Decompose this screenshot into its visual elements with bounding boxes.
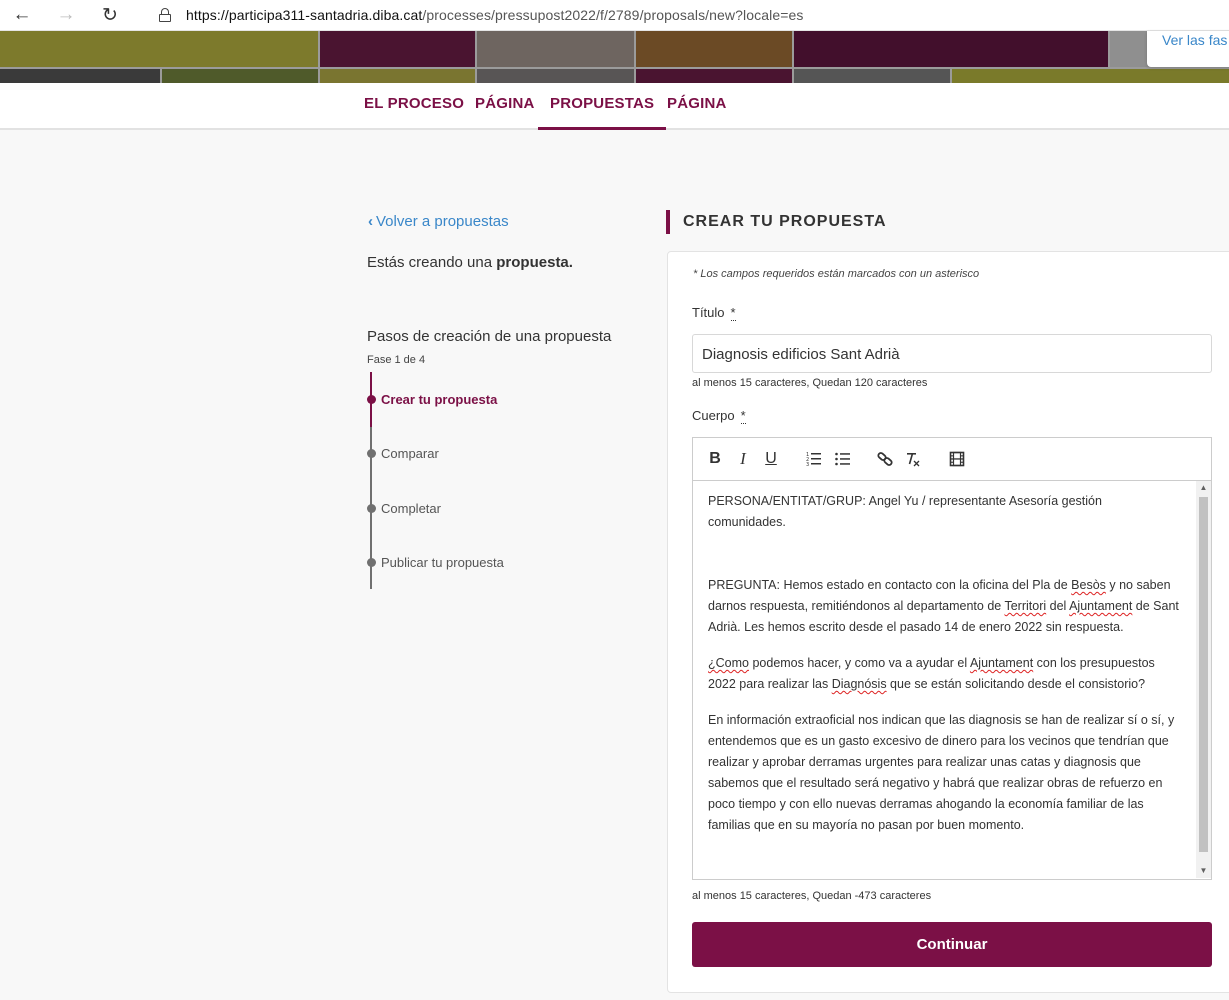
- body-paragraph: En información extraoficial nos indican que las diagnosis se han de realizar sí o sí, y entendemos que es un gasto excesivo de dinero para los vecinos que tendrían que realizar y aprobar derramas urgentes para realizar unas catas y diagnosis que sabemos que el resultado será negativo y habrá que realizar obras de refuerzo en poco tiempo y con ello nuevas derramas ahogando la economía familiar de las familias que en su mayoría no pasan por buen momento.: [708, 713, 1175, 832]
- tab-pagina-1[interactable]: PÁGINA: [475, 95, 535, 112]
- video-icon[interactable]: [949, 449, 965, 469]
- body-char-hint: al menos 15 caracteres, Quedan -473 caracteres: [692, 890, 932, 902]
- address-bar[interactable]: [186, 7, 803, 23]
- process-nav-tabs: [0, 83, 1229, 130]
- intro-bold: propuesta.: [496, 254, 573, 271]
- scrollbar-thumb[interactable]: [1199, 497, 1208, 852]
- lock-icon[interactable]: [158, 8, 172, 22]
- browser-toolbar: [0, 0, 1229, 31]
- scroll-down-icon[interactable]: ▼: [1199, 866, 1208, 875]
- ordered-list-icon[interactable]: [806, 449, 822, 469]
- spellcheck-word: ¿Como: [708, 656, 749, 670]
- reload-icon[interactable]: ↻: [102, 4, 118, 26]
- required-fields-note: * Los campos requeridos están marcados con un asterisco: [693, 268, 980, 280]
- spellcheck-word: Besòs: [1071, 578, 1106, 592]
- underline-button[interactable]: U: [765, 450, 777, 467]
- heading-accent-bar: [666, 210, 670, 234]
- link-icon[interactable]: [877, 449, 893, 469]
- body-text: que se están solicitando desde el consistorio?: [886, 677, 1146, 691]
- back-link-label: Volver a propuestas: [376, 213, 509, 230]
- body-paragraph: [708, 653, 1182, 695]
- spellcheck-word: Diagnósis: [831, 677, 887, 691]
- clear-format-icon[interactable]: [905, 449, 921, 469]
- tab-pagina-2[interactable]: PÁGINA: [667, 95, 727, 112]
- title-input[interactable]: Diagnosis edificios Sant Adrià: [692, 334, 1212, 373]
- tab-el-proceso[interactable]: EL PROCESO: [364, 95, 465, 112]
- body-text: podemos hacer, y como va a ayudar el: [748, 656, 970, 670]
- body-text: del: [1046, 599, 1070, 613]
- step-dot: [367, 504, 376, 513]
- spellcheck-word: Ajuntament: [1069, 599, 1133, 613]
- chevron-left-icon: ‹: [368, 213, 373, 230]
- view-phases-link[interactable]: Ver las fas: [1147, 31, 1229, 67]
- svg-text:3: 3: [806, 462, 810, 468]
- svg-text:1: 1: [806, 452, 810, 458]
- back-to-proposals-link[interactable]: [368, 213, 509, 230]
- intro-text: Estás creando una: [367, 254, 497, 271]
- step-comparar: Comparar: [381, 446, 439, 461]
- spellcheck-word: Ajuntament: [969, 656, 1034, 670]
- editor-toolbar: [693, 438, 1211, 481]
- body-text: PREGUNTA: Hemos estado en contacto con la oficina del Pla de: [708, 578, 1072, 592]
- steps-phase: Fase 1 de 4: [367, 354, 426, 366]
- body-label: [692, 408, 746, 423]
- step-completar: Completar: [381, 501, 441, 516]
- process-banner-image: [0, 31, 1229, 83]
- italic-button[interactable]: I: [740, 449, 746, 468]
- continue-button[interactable]: Continuar: [692, 922, 1212, 967]
- editor-content[interactable]: [693, 481, 1196, 878]
- bold-button[interactable]: B: [709, 450, 721, 467]
- body-paragraph: [708, 575, 1182, 638]
- scroll-up-icon[interactable]: ▲: [1199, 483, 1208, 492]
- back-arrow-icon[interactable]: ←: [12, 4, 32, 25]
- body-label-text: Cuerpo: [692, 408, 735, 423]
- spellcheck-word: Territori: [1004, 599, 1047, 613]
- step-publicar: Publicar tu propuesta: [381, 555, 504, 570]
- body-text: con los presupuestos 2022 para realizar las: [708, 656, 1155, 691]
- step-crear: Crear tu propuesta: [381, 392, 498, 407]
- forward-arrow-icon[interactable]: →: [56, 4, 76, 25]
- step-dot-active: [367, 395, 376, 404]
- title-char-hint: al menos 15 caracteres, Quedan 120 caracteres: [692, 377, 928, 389]
- body-paragraph: PERSONA/ENTITAT/GRUP: Angel Yu / representante Asesoría gestión comunidades.: [708, 494, 1102, 529]
- step-dot: [367, 558, 376, 567]
- url-host: https://participa311-santadria.diba.cat: [186, 7, 423, 23]
- rich-text-editor: [692, 437, 1212, 880]
- required-asterisk: *: [740, 408, 746, 423]
- required-asterisk: *: [730, 305, 736, 320]
- creation-intro: [367, 254, 573, 271]
- body-text: y no saben darnos respuesta, remitiéndonos al departamento de: [708, 578, 1171, 613]
- title-label: [692, 305, 736, 320]
- tab-propuestas[interactable]: PROPUESTAS: [538, 83, 666, 130]
- url-path: /processes/pressupost2022/f/2789/proposals/new?locale=es: [422, 7, 804, 23]
- body-text: de Sant Adrià. Les hemos escrito desde el pasado 14 de enero 2022 sin respuesta.: [708, 599, 1179, 634]
- step-dot: [367, 449, 376, 458]
- editor-scrollbar[interactable]: [1196, 481, 1211, 878]
- title-label-text: Título: [692, 305, 725, 320]
- bullet-list-icon[interactable]: [835, 449, 851, 469]
- steps-title: Pasos de creación de una propuesta: [367, 328, 612, 345]
- form-heading: CREAR TU PROPUESTA: [683, 213, 887, 230]
- svg-text:2: 2: [806, 457, 810, 463]
